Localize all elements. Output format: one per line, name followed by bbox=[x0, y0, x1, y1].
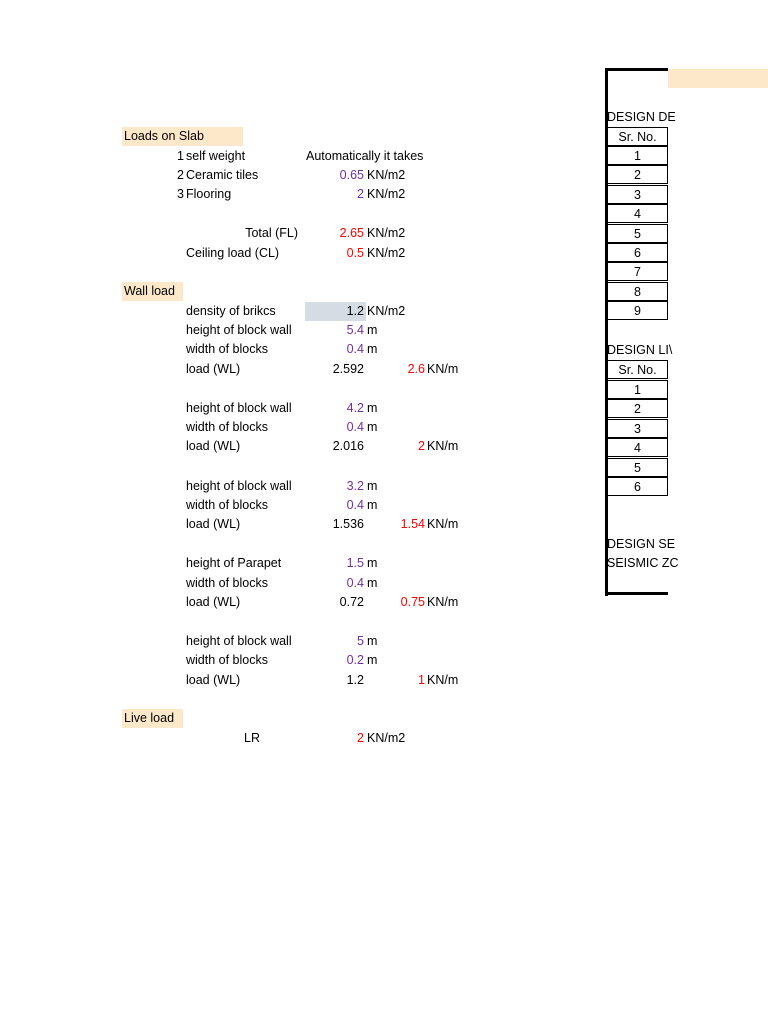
wall-width-value: 0.4 bbox=[346, 420, 364, 434]
density-unit: KN/m2 bbox=[367, 304, 406, 318]
dead-sr-no-header: Sr. No. bbox=[607, 127, 668, 146]
right-panel-bottom-border bbox=[605, 592, 668, 595]
slab-item-num-3: 3 bbox=[177, 187, 184, 201]
wall-height-value: 3.2 bbox=[346, 479, 364, 493]
slab-item-value-3: 2 bbox=[357, 187, 364, 201]
wall-height-label: height of block wall bbox=[186, 401, 292, 415]
wall-height-unit: m bbox=[367, 479, 378, 493]
slab-item-label-2: Ceramic tiles bbox=[186, 168, 259, 182]
wall-width-label: width of blocks bbox=[186, 498, 268, 512]
total-fl-label: Total (FL) bbox=[245, 226, 298, 240]
wall-load-unit: KN/m bbox=[427, 439, 459, 453]
section-header-live bbox=[122, 709, 183, 728]
section-header-slab bbox=[122, 127, 243, 146]
sr-no-cell: 2 bbox=[607, 399, 668, 418]
slab-item-label-1: self weight bbox=[186, 149, 246, 163]
wall-width-label: width of blocks bbox=[186, 653, 268, 667]
sr-no-cell: 7 bbox=[607, 262, 668, 281]
wall-title: Wall load bbox=[124, 284, 175, 298]
parapet-height-label: height of Parapet bbox=[186, 556, 282, 570]
sr-no-cell: 6 bbox=[607, 477, 668, 496]
total-fl-value: 2.65 bbox=[339, 226, 364, 240]
sr-no-cell: 3 bbox=[607, 185, 668, 204]
wall-width-value: 0.4 bbox=[346, 342, 364, 356]
wall-load-result: 0.75 bbox=[400, 595, 425, 609]
live-sr-no-header: Sr. No. bbox=[607, 360, 668, 379]
wall-load-calc: 1.536 bbox=[332, 517, 364, 531]
wall-load-calc: 2.592 bbox=[332, 362, 364, 376]
wall-load-label: load (WL) bbox=[186, 362, 241, 376]
live-unit: KN/m2 bbox=[367, 731, 406, 745]
sr-no-cell: 1 bbox=[607, 146, 668, 165]
wall-load-result: 2 bbox=[418, 439, 425, 453]
design-seismic-title: DESIGN SE bbox=[607, 537, 676, 551]
slab-item-unit-2: KN/m2 bbox=[367, 168, 406, 182]
slab-item-num-1: 1 bbox=[177, 149, 184, 163]
seismic-zone-label: SEISMIC ZC bbox=[607, 556, 679, 570]
ceiling-label: Ceiling load (CL) bbox=[186, 246, 280, 260]
sr-no-cell: 2 bbox=[607, 165, 668, 184]
wall-width-unit: m bbox=[367, 653, 378, 667]
design-dead-title: DESIGN DE bbox=[607, 110, 676, 124]
wall-load-result: 1 bbox=[418, 673, 425, 687]
sr-no-cell: 3 bbox=[607, 419, 668, 438]
sr-no-cell: 4 bbox=[607, 438, 668, 457]
wall-width-unit: m bbox=[367, 342, 378, 356]
wall-width-unit: m bbox=[367, 576, 378, 590]
section-header-wall bbox=[122, 282, 183, 301]
wall-load-result: 1.54 bbox=[400, 517, 425, 531]
wall-height-label: height of block wall bbox=[186, 634, 292, 648]
wall-width-value: 0.4 bbox=[346, 498, 364, 512]
live-value: 2 bbox=[357, 731, 364, 745]
slab-item-label-3: Flooring bbox=[186, 187, 232, 201]
ceiling-value: 0.5 bbox=[346, 246, 364, 260]
sr-no-cell: 4 bbox=[607, 204, 668, 223]
sr-no-cell: 5 bbox=[607, 224, 668, 243]
wall-load-label: load (WL) bbox=[186, 517, 241, 531]
wall-height-unit: m bbox=[367, 323, 378, 337]
wall-load-unit: KN/m bbox=[427, 362, 459, 376]
parapet-height-unit: m bbox=[367, 556, 378, 570]
sr-no-cell: 6 bbox=[607, 243, 668, 262]
sr-no-cell: 5 bbox=[607, 458, 668, 477]
wall-load-calc: 0.72 bbox=[339, 595, 364, 609]
wall-height-value: 5 bbox=[357, 634, 364, 648]
slab-item-value-2: 0.65 bbox=[339, 168, 364, 182]
total-fl-unit: KN/m2 bbox=[367, 226, 406, 240]
sr-no-cell: 1 bbox=[607, 380, 668, 399]
wall-width-label: width of blocks bbox=[186, 576, 268, 590]
wall-height-value: 4.2 bbox=[346, 401, 364, 415]
wall-load-calc: 1.2 bbox=[346, 673, 364, 687]
wall-load-label: load (WL) bbox=[186, 673, 241, 687]
ceiling-unit: KN/m2 bbox=[367, 246, 406, 260]
slab-item-note-1: Automatically it takes bbox=[306, 149, 424, 163]
design-live-title: DESIGN LI\ bbox=[607, 343, 673, 357]
wall-width-label: width of blocks bbox=[186, 342, 268, 356]
wall-load-unit: KN/m bbox=[427, 595, 459, 609]
live-title: Live load bbox=[124, 711, 175, 725]
density-label: density of brikcs bbox=[186, 304, 276, 318]
wall-load-label: load (WL) bbox=[186, 595, 241, 609]
wall-load-unit: KN/m bbox=[427, 517, 459, 531]
wall-load-unit: KN/m bbox=[427, 673, 459, 687]
wall-width-label: width of blocks bbox=[186, 420, 268, 434]
wall-height-unit: m bbox=[367, 634, 378, 648]
density-value: 1.2 bbox=[346, 304, 364, 318]
wall-height-label: height of block wall bbox=[186, 323, 292, 337]
wall-load-calc: 2.016 bbox=[332, 439, 364, 453]
parapet-height-value: 1.5 bbox=[346, 556, 364, 570]
live-label: LR bbox=[244, 731, 260, 745]
slab-title: Loads on Slab bbox=[124, 129, 204, 143]
wall-height-unit: m bbox=[367, 401, 378, 415]
wall-width-value: 0.2 bbox=[346, 653, 364, 667]
slab-item-unit-3: KN/m2 bbox=[367, 187, 406, 201]
sr-no-cell: 9 bbox=[607, 301, 668, 320]
wall-height-label: height of block wall bbox=[186, 479, 292, 493]
wall-load-label: load (WL) bbox=[186, 439, 241, 453]
right-panel-header-fill bbox=[668, 69, 768, 88]
wall-width-unit: m bbox=[367, 420, 378, 434]
wall-load-result: 2.6 bbox=[407, 362, 425, 376]
wall-width-unit: m bbox=[367, 498, 378, 512]
sr-no-cell: 8 bbox=[607, 282, 668, 301]
right-panel-top-border bbox=[605, 68, 668, 71]
slab-item-num-2: 2 bbox=[177, 168, 184, 182]
wall-width-value: 0.4 bbox=[346, 576, 364, 590]
wall-height-value: 5.4 bbox=[346, 323, 364, 337]
